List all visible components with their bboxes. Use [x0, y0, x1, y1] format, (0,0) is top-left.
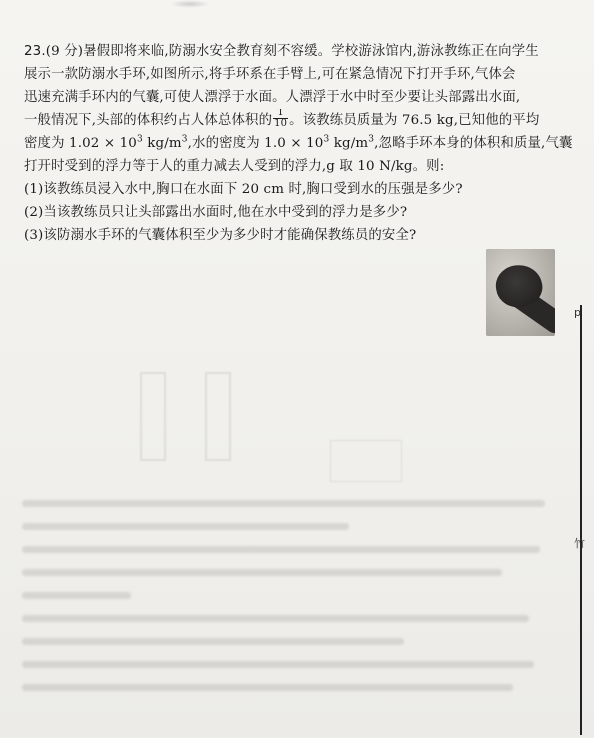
question-23 [24, 40, 576, 247]
fraction-numerator: 1 [273, 109, 288, 119]
question-text-4b: 。该教练员质量为 76.5 kg,已知他的平均 [289, 113, 540, 128]
question-line-5 [24, 132, 576, 155]
question-line-4 [24, 109, 576, 132]
edge-mark-bottom: 竹 [574, 537, 585, 550]
fraction-denominator: 10 [274, 118, 288, 129]
density-exponent-1: 3 [136, 134, 143, 145]
density-exponent-3: 3 [323, 134, 330, 145]
bleed-through-figure [205, 372, 231, 461]
bleed-through-figure [330, 440, 402, 482]
page-binding-edge [580, 305, 582, 735]
question-text-4a: 一般情况下,头部的体积约占人体总体积的 [24, 113, 273, 128]
density-text-b: kg/m [142, 136, 182, 151]
bleed-through-figure [140, 372, 166, 461]
sub-question-1: (1)该教练员浸入水中,胸口在水面下 20 cm 时,胸口受到水的压强是多少? [24, 182, 463, 197]
head-volume-fraction [273, 109, 288, 129]
sub-question-2: (2)当该教练员只让头部露出水面时,他在水中受到的浮力是多少? [24, 205, 408, 220]
density-text-a: 密度为 1.02 × 10 [24, 136, 137, 151]
bleed-through-text [22, 500, 567, 730]
question-text-1: 暑假即将来临,防溺水安全教育刻不容缓。学校游泳馆内,游泳教练正在向学生 [83, 44, 539, 59]
density-text-e: ,忽略手环本身的体积和质量,气囊 [374, 136, 573, 151]
question-line-6: 打开时受到的浮力等于人的重力减去人受到的浮力,g 取 10 N/kg。则: [24, 159, 445, 174]
question-line-1 [24, 40, 576, 63]
question-number: 23. [24, 44, 46, 59]
density-text-c: ,水的密度为 1.0 × 10 [187, 136, 324, 151]
density-exponent-4: 3 [368, 134, 375, 145]
question-points: (9 分) [45, 44, 84, 59]
edge-mark-top: p [574, 306, 581, 319]
density-text-d: kg/m [329, 136, 369, 151]
question-line-2: 展示一款防溺水手环,如图所示,将手环系在手臂上,可在紧急情况下打开手环,气体会 [24, 67, 516, 82]
scan-smudge [170, 0, 210, 8]
density-exponent-2: 3 [181, 134, 188, 145]
question-line-3: 迅速充满手环内的气囊,可使人漂浮于水面。人漂浮于水中时至少要让头部露出水面, [24, 90, 521, 105]
sub-question-3: (3)该防溺水手环的气囊体积至少为多少时才能确保教练员的安全? [24, 228, 417, 243]
wristband-photo [486, 249, 555, 336]
